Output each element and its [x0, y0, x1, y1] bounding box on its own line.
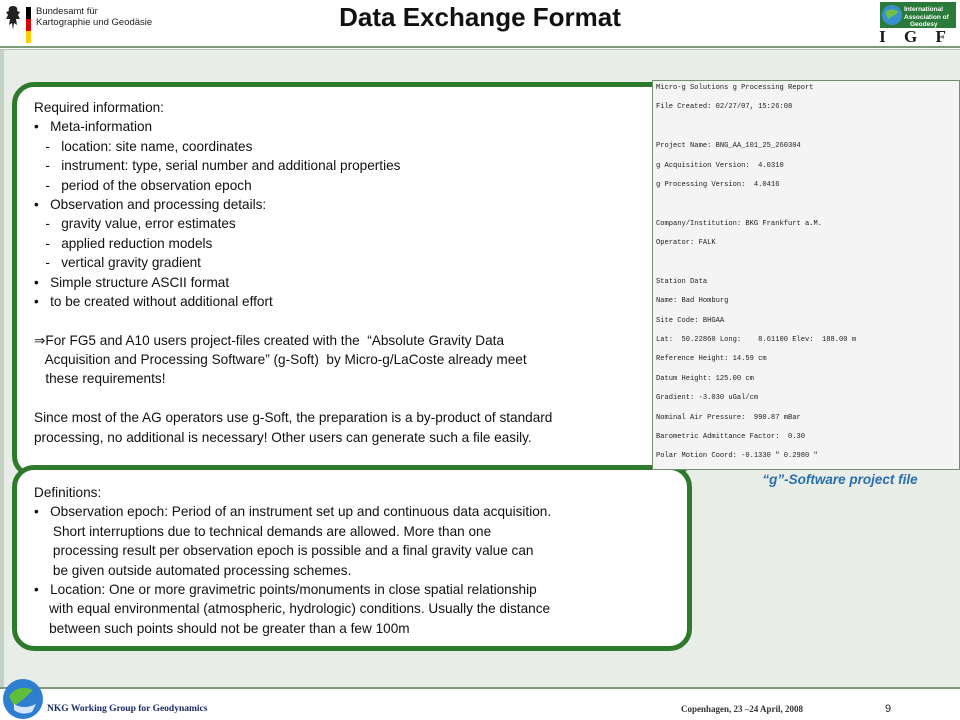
- report-line: Company/Institution: BKG Frankfurt a.M.: [656, 219, 823, 228]
- footer-event: Copenhagen, 23 –24 April, 2008: [681, 704, 804, 714]
- text-line: Short interruptions due to technical demands are allowed. More than one: [34, 523, 492, 539]
- text-line: [34, 311, 552, 330]
- text-line: - instrument: type, serial number and additional properties: [34, 158, 401, 174]
- definitions-text: [34, 483, 551, 638]
- footer-divider: [0, 687, 960, 689]
- text-line: • Location: One or more gravimetric points/monuments in close spatial relationship: [34, 581, 537, 597]
- report-line: Barometric Admittance Factor: 0.30: [656, 433, 805, 442]
- report-line: [656, 123, 960, 142]
- project-file-caption: “g”-Software project file: [762, 472, 918, 487]
- text-line: Acquisition and Processing Software” (g-Soft) by Micro-g/LaCoste already meet: [34, 352, 527, 368]
- text-line: processing result per observation epoch is possible and a final gravity value can: [34, 543, 534, 559]
- report-line: File Created: 02/27/07, 15:26:08: [656, 103, 793, 112]
- header-divider: [0, 46, 960, 48]
- agency-name-line1: Bundesamt für: [36, 6, 98, 17]
- page-number: 9: [885, 703, 892, 715]
- text-line: [34, 389, 552, 408]
- footer-organization: NKG Working Group for Geodynamics: [47, 704, 208, 714]
- report-line: g Acquisition Version: 4.0310: [656, 161, 784, 170]
- text-line: be given outside automated processing schemes.: [34, 562, 352, 578]
- text-line: between such points should not be greater than a few 100m: [34, 620, 410, 636]
- report-line: Datum Height: 125.00 cm: [656, 374, 754, 383]
- nkg-logo-icon: [0, 676, 46, 720]
- text-line: • Observation epoch: Period of an instrument set up and continuous data acquisition.: [34, 504, 552, 520]
- text-line: - gravity value, error estimates: [34, 216, 236, 232]
- report-line: Project Name: BNG_AA_101_25_260304: [656, 142, 801, 151]
- report-line: Reference Height: 14.59 cm: [656, 355, 767, 364]
- text-line: ⇒For FG5 and A10 users project-files created with the “Absolute Gravity Data: [34, 332, 505, 348]
- text-line: Since most of the AG operators use g-Soft, the preparation is a by-product of standard: [34, 410, 553, 426]
- report-line: Operator: FALK: [656, 239, 716, 248]
- side-strip: [0, 50, 4, 687]
- text-line: with equal environmental (atmospheric, hydrologic) conditions. Usually the distance: [34, 601, 551, 617]
- text-line: processing, no additional is necessary! Other users can generate such a file easily.: [34, 429, 532, 445]
- agency-name-line2: Kartographie und Geodäsie: [36, 17, 153, 28]
- text-line: • Simple structure ASCII format: [34, 274, 230, 290]
- text-line: Required information:: [34, 100, 164, 115]
- text-line: Definitions:: [34, 485, 102, 500]
- report-line: Site Code: BHGAA: [656, 316, 725, 325]
- report-line: Station Data: [656, 277, 708, 286]
- text-line: - period of the observation epoch: [34, 177, 252, 193]
- required-information-text: [34, 98, 552, 447]
- report-line: Micro-g Solutions g Processing Report: [656, 84, 814, 92]
- iag-text-line1: International: [904, 6, 944, 13]
- report-line: Nominal Air Pressure: 990.87 mBar: [656, 413, 801, 422]
- iag-text-line3: Geodesy: [910, 21, 938, 28]
- text-line: • to be created without additional effort: [34, 293, 273, 309]
- text-line: these requirements!: [34, 371, 166, 387]
- report-line: Lat: 50.22860 Long: 8.61100 Elev: 188.00 m: [656, 336, 857, 345]
- project-file-screenshot: [652, 80, 960, 470]
- text-line: - location: site name, coordinates: [34, 138, 253, 154]
- report-line: Name: Bad Homburg: [656, 297, 729, 306]
- report-line: [656, 200, 960, 219]
- report-line: g Processing Version: 4.0416: [656, 180, 780, 189]
- project-file-text: [656, 84, 960, 470]
- iag-logo-icon: [880, 2, 956, 28]
- report-line: Gradient: -3.030 uGal/cm: [656, 394, 759, 403]
- report-line: Polar Motion Coord: -0.1330 " 0.2980 ": [656, 452, 818, 461]
- text-line: • Meta-information: [34, 119, 153, 135]
- igfs-label: I G F: [879, 27, 953, 46]
- text-line: - applied reduction models: [34, 235, 213, 251]
- text-line: • Observation and processing details:: [34, 196, 267, 212]
- iag-text-line2: Association of: [904, 14, 949, 21]
- report-line: [656, 259, 960, 278]
- text-line: - vertical gravity gradient: [34, 255, 201, 271]
- page-title: Data Exchange Format: [339, 2, 621, 32]
